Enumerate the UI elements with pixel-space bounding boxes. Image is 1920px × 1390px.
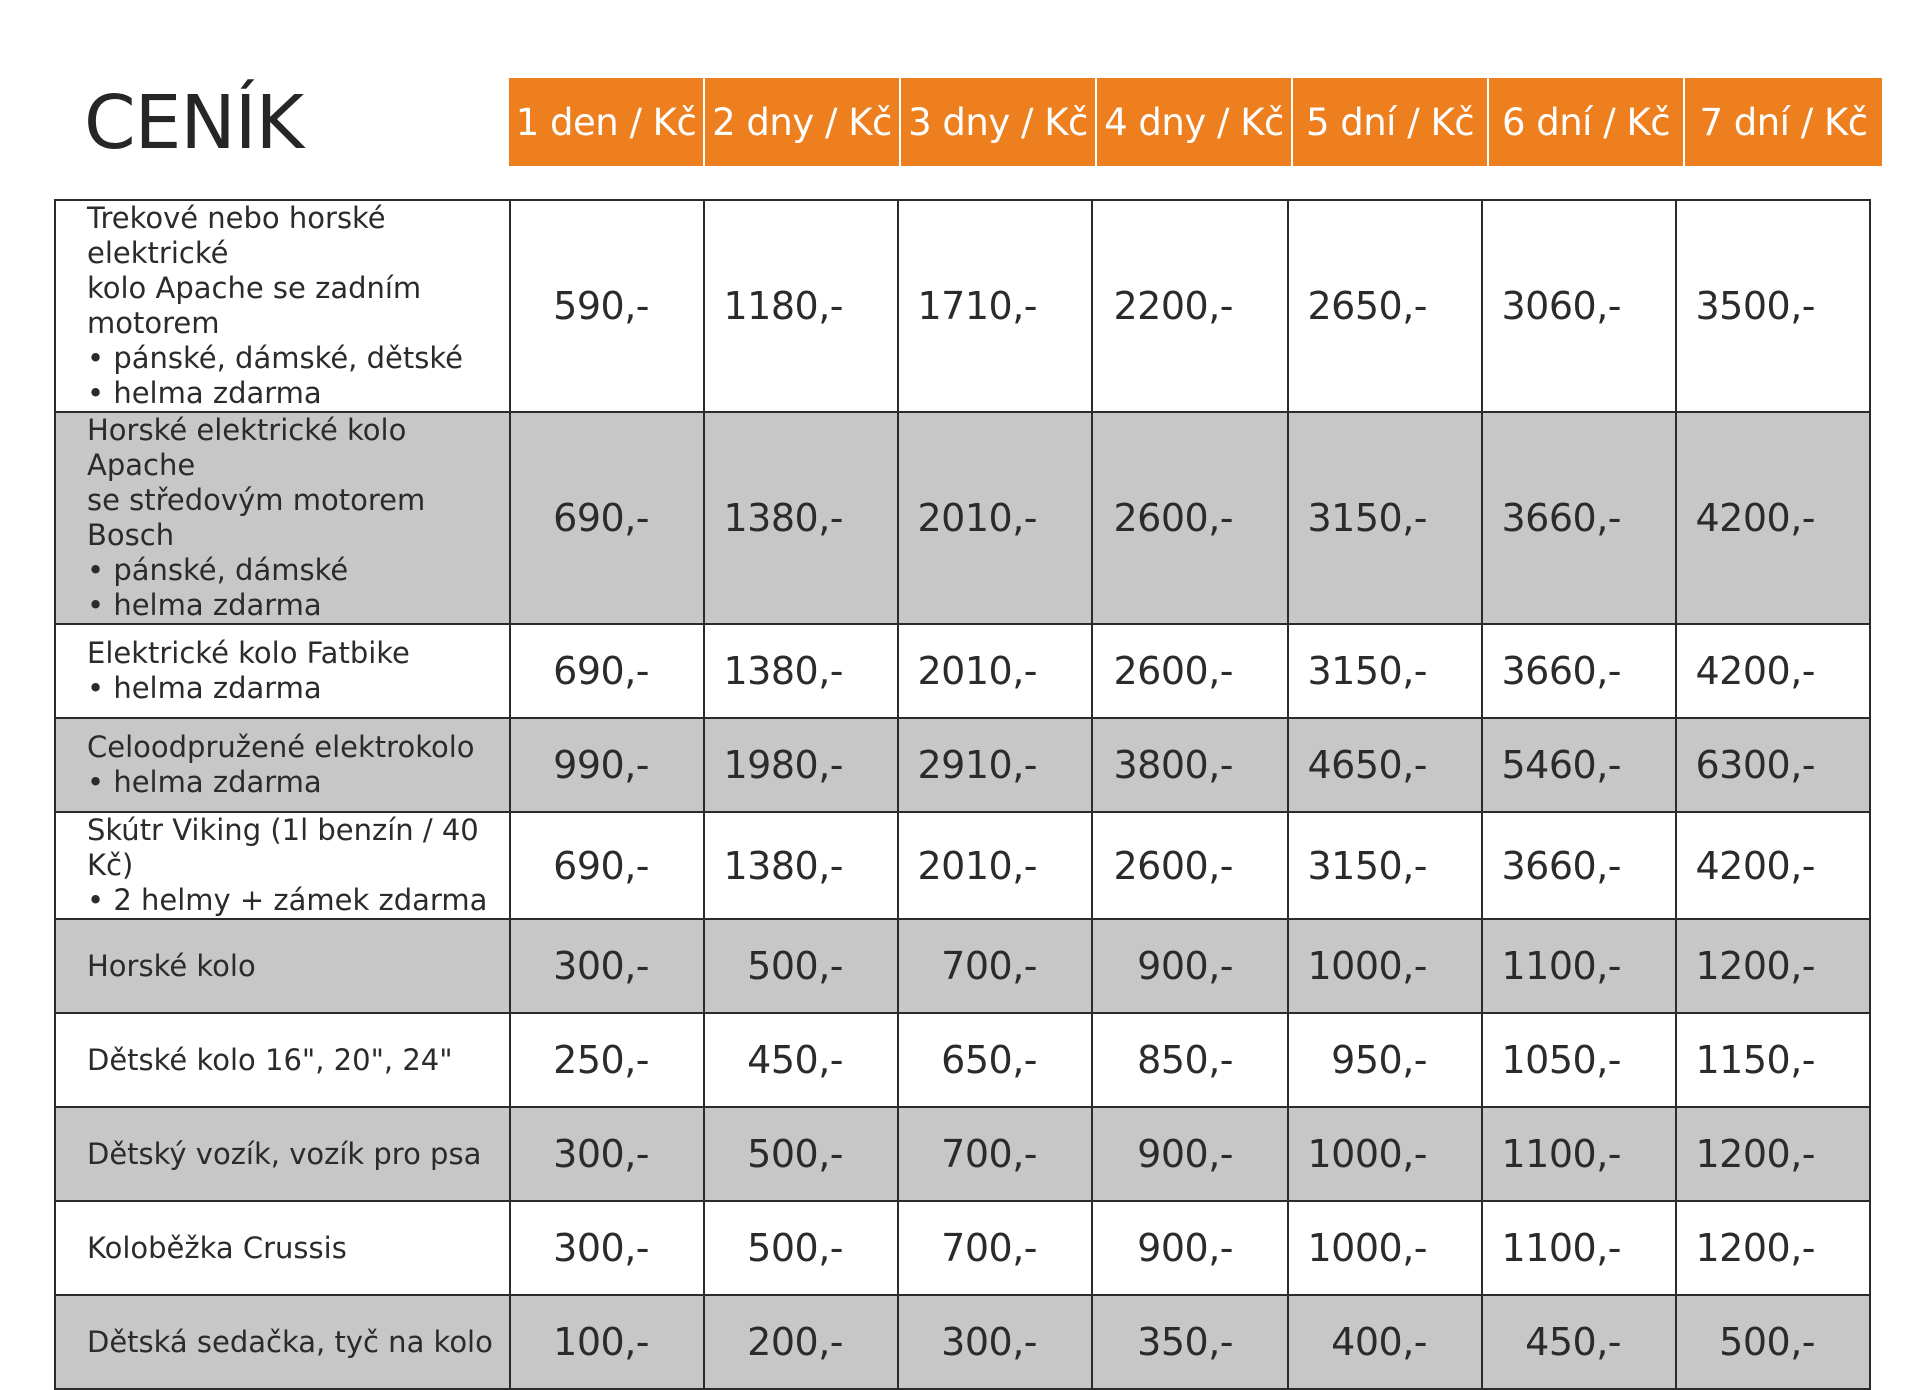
price-cell: 650,- xyxy=(898,1013,1092,1107)
price-cell: 1200,- xyxy=(1676,1201,1870,1295)
price-cell: 2010,- xyxy=(898,812,1092,919)
price-cell: 1100,- xyxy=(1482,919,1676,1013)
price-cell: 3660,- xyxy=(1482,624,1676,718)
item-feature: • pánské, dámské, dětské xyxy=(87,341,463,375)
column-header-4-days: 4 dny / Kč xyxy=(1097,78,1291,166)
item-feature: • helma zdarma xyxy=(87,376,322,410)
item-description xyxy=(55,1201,510,1295)
price-cell: 3150,- xyxy=(1288,412,1482,624)
column-header-6-days: 6 dní / Kč xyxy=(1489,78,1683,166)
price-cell: 100,- xyxy=(510,1295,704,1389)
item-feature: • pánské, dámské xyxy=(87,553,349,587)
price-cell: 500,- xyxy=(704,919,898,1013)
price-cell: 3060,- xyxy=(1482,200,1676,412)
price-cell: 500,- xyxy=(1676,1295,1870,1389)
table-row xyxy=(55,1107,1870,1201)
price-cell: 1200,- xyxy=(1676,919,1870,1013)
price-cell: 1150,- xyxy=(1676,1013,1870,1107)
table-row xyxy=(55,200,1870,412)
item-description xyxy=(55,1295,510,1389)
price-cell: 3660,- xyxy=(1482,812,1676,919)
column-header-1-day: 1 den / Kč xyxy=(509,78,703,166)
item-name: Koloběžka Crussis xyxy=(87,1230,347,1265)
item-name: Horské elektrické kolo Apache xyxy=(87,413,407,482)
item-description xyxy=(55,624,510,718)
price-cell: 1380,- xyxy=(704,624,898,718)
price-cell: 700,- xyxy=(898,1201,1092,1295)
column-header-3-days: 3 dny / Kč xyxy=(901,78,1095,166)
price-cell: 1000,- xyxy=(1288,919,1482,1013)
item-feature: • helma zdarma xyxy=(87,765,322,799)
column-header-5-days: 5 dní / Kč xyxy=(1293,78,1487,166)
price-cell: 6300,- xyxy=(1676,718,1870,812)
price-cell: 4200,- xyxy=(1676,624,1870,718)
price-table xyxy=(54,199,1871,1390)
price-cell: 2650,- xyxy=(1288,200,1482,412)
price-cell: 1100,- xyxy=(1482,1201,1676,1295)
price-cell: 200,- xyxy=(704,1295,898,1389)
item-feature: • helma zdarma xyxy=(87,671,322,705)
item-description xyxy=(55,919,510,1013)
price-cell: 1200,- xyxy=(1676,1107,1870,1201)
table-row xyxy=(55,1013,1870,1107)
table-row xyxy=(55,718,1870,812)
price-cell: 900,- xyxy=(1092,919,1288,1013)
price-cell: 850,- xyxy=(1092,1013,1288,1107)
price-cell: 500,- xyxy=(704,1201,898,1295)
table-row xyxy=(55,919,1870,1013)
item-feature: • helma zdarma xyxy=(87,588,322,622)
price-cell: 1000,- xyxy=(1288,1201,1482,1295)
item-name: Skútr Viking (1l benzín / 40 Kč) xyxy=(87,813,479,882)
price-cell: 4200,- xyxy=(1676,412,1870,624)
price-cell: 4200,- xyxy=(1676,812,1870,919)
item-description xyxy=(55,718,510,812)
table-row xyxy=(55,412,1870,624)
item-description xyxy=(55,812,510,919)
price-cell: 950,- xyxy=(1288,1013,1482,1107)
table-row xyxy=(55,1295,1870,1389)
item-name: se středovým motorem Bosch xyxy=(87,483,426,552)
price-cell: 900,- xyxy=(1092,1201,1288,1295)
price-cell: 2600,- xyxy=(1092,412,1288,624)
price-cell: 3150,- xyxy=(1288,624,1482,718)
item-description xyxy=(55,412,510,624)
price-cell: 1100,- xyxy=(1482,1107,1676,1201)
price-cell: 5460,- xyxy=(1482,718,1676,812)
price-cell: 2200,- xyxy=(1092,200,1288,412)
table-row xyxy=(55,1201,1870,1295)
column-header-2-days: 2 dny / Kč xyxy=(705,78,899,166)
item-name: Dětská sedačka, tyč na kolo xyxy=(87,1324,493,1359)
price-cell: 700,- xyxy=(898,919,1092,1013)
item-name: Celoodpružené elektrokolo xyxy=(87,730,475,764)
item-name: Trekové nebo horské elektrické xyxy=(87,201,386,270)
price-cell: 900,- xyxy=(1092,1107,1288,1201)
price-cell: 300,- xyxy=(510,1201,704,1295)
item-name: kolo Apache se zadním motorem xyxy=(87,271,422,340)
price-column-headers xyxy=(509,78,1882,166)
item-description xyxy=(55,1013,510,1107)
page-title: CENÍK xyxy=(84,80,304,166)
price-cell: 2010,- xyxy=(898,624,1092,718)
price-cell: 250,- xyxy=(510,1013,704,1107)
price-cell: 3150,- xyxy=(1288,812,1482,919)
price-cell: 2600,- xyxy=(1092,624,1288,718)
price-cell: 1180,- xyxy=(704,200,898,412)
item-name: Dětský vozík, vozík pro psa xyxy=(87,1136,482,1171)
price-cell: 1710,- xyxy=(898,200,1092,412)
price-cell: 3660,- xyxy=(1482,412,1676,624)
price-cell: 1380,- xyxy=(704,812,898,919)
price-cell: 3500,- xyxy=(1676,200,1870,412)
price-cell: 2910,- xyxy=(898,718,1092,812)
column-header-7-days: 7 dní / Kč xyxy=(1685,78,1882,166)
item-description xyxy=(55,200,510,412)
table-row xyxy=(55,624,1870,718)
item-name: Horské kolo xyxy=(87,948,256,983)
price-cell: 690,- xyxy=(510,624,704,718)
price-cell: 3800,- xyxy=(1092,718,1288,812)
table-row xyxy=(55,812,1870,919)
price-cell: 500,- xyxy=(704,1107,898,1201)
item-name: Dětské kolo 16", 20", 24" xyxy=(87,1042,453,1077)
price-cell: 990,- xyxy=(510,718,704,812)
price-cell: 590,- xyxy=(510,200,704,412)
price-cell: 1980,- xyxy=(704,718,898,812)
item-name: Elektrické kolo Fatbike xyxy=(87,636,410,670)
price-cell: 1000,- xyxy=(1288,1107,1482,1201)
price-cell: 300,- xyxy=(510,919,704,1013)
price-cell: 450,- xyxy=(704,1013,898,1107)
price-cell: 300,- xyxy=(510,1107,704,1201)
price-cell: 1380,- xyxy=(704,412,898,624)
price-cell: 690,- xyxy=(510,812,704,919)
item-feature: • 2 helmy + zámek zdarma xyxy=(87,883,488,917)
price-cell: 450,- xyxy=(1482,1295,1676,1389)
price-cell: 350,- xyxy=(1092,1295,1288,1389)
item-description xyxy=(55,1107,510,1201)
price-cell: 2600,- xyxy=(1092,812,1288,919)
price-cell: 700,- xyxy=(898,1107,1092,1201)
price-cell: 300,- xyxy=(898,1295,1092,1389)
price-cell: 400,- xyxy=(1288,1295,1482,1389)
price-cell: 690,- xyxy=(510,412,704,624)
price-cell: 2010,- xyxy=(898,412,1092,624)
price-cell: 4650,- xyxy=(1288,718,1482,812)
price-cell: 1050,- xyxy=(1482,1013,1676,1107)
